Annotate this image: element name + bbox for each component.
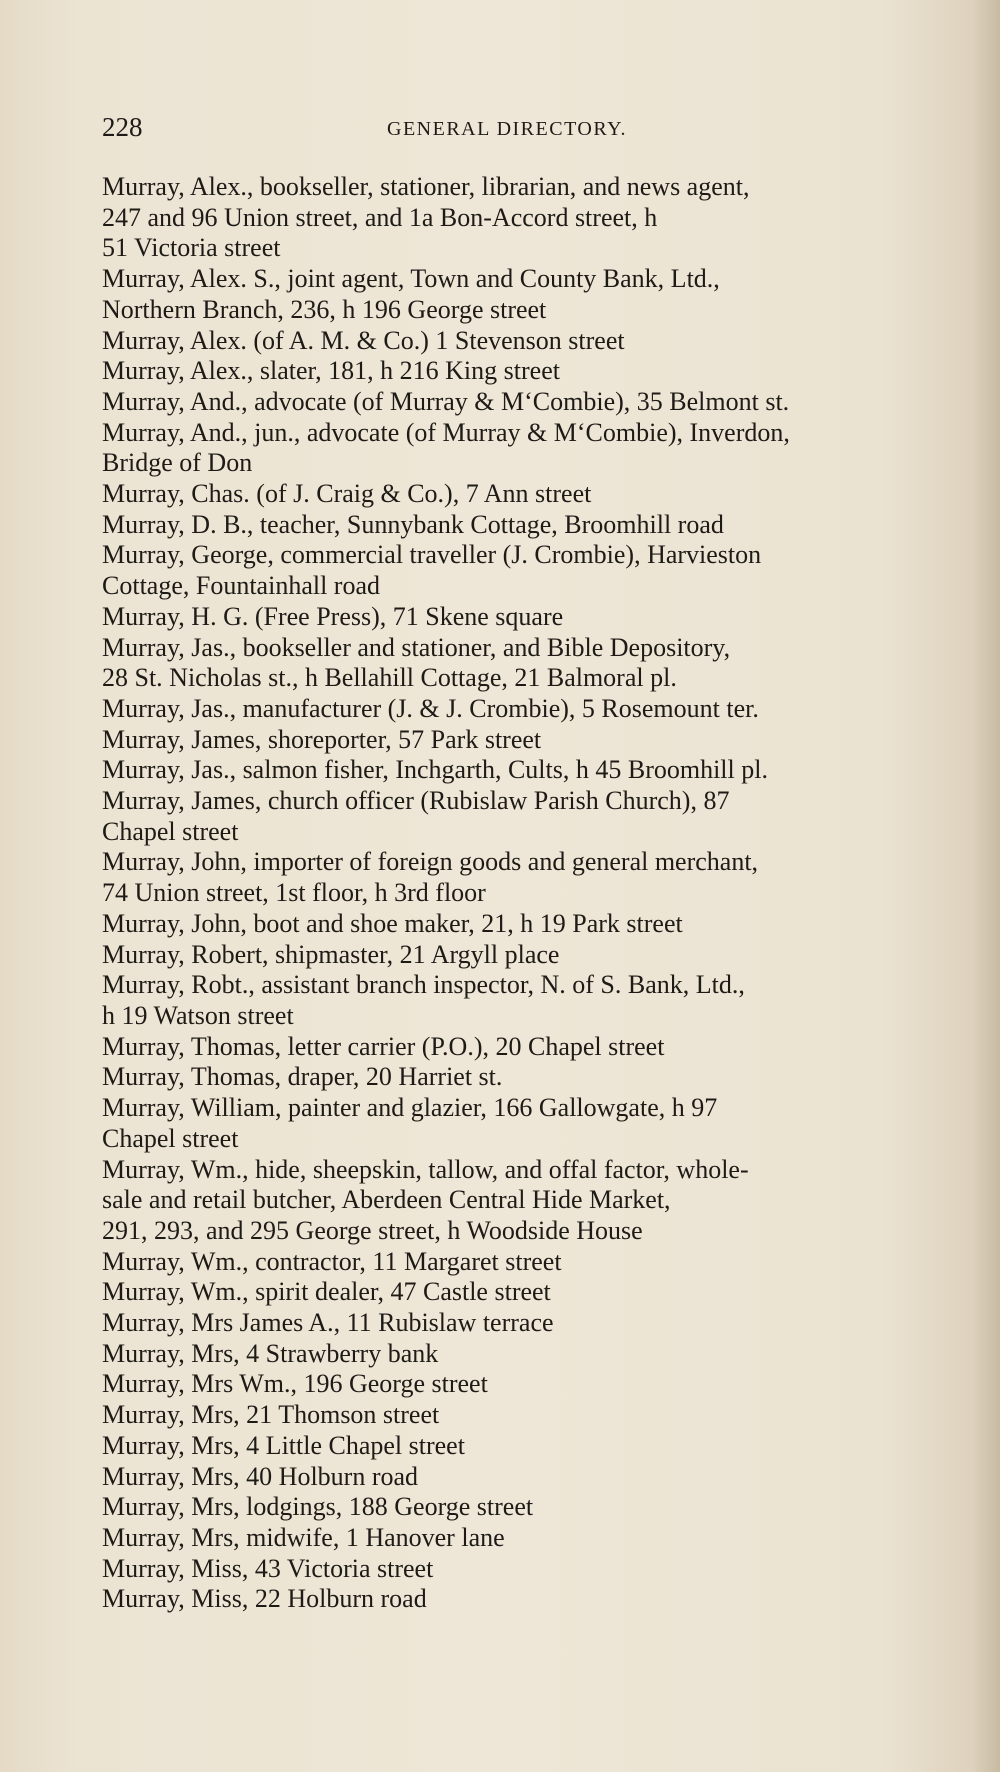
directory-entry xyxy=(102,1462,948,1493)
page-header xyxy=(102,112,902,146)
directory-entry xyxy=(102,326,948,357)
entry-first-line: Murray, Mrs Wm., 196 George street xyxy=(102,1369,488,1399)
directory-entry xyxy=(102,602,948,633)
directory-entry xyxy=(102,1247,948,1278)
directory-entries xyxy=(102,172,948,1615)
entry-continuation-line: Chapel street xyxy=(102,1123,239,1153)
entry-first-line: Murray, Robert, shipmaster, 21 Argyll place xyxy=(102,939,560,969)
entry-first-line: Murray, H. G. (Free Press), 71 Skene square xyxy=(102,601,564,631)
entry-continuation-line: 28 St. Nicholas st., h Bellahill Cottage, 21 Balmoral pl. xyxy=(102,663,677,693)
entry-continuation-line: Cottage, Fountainhall road xyxy=(102,571,381,601)
directory-entry xyxy=(102,725,948,756)
directory-entry xyxy=(102,1554,948,1585)
directory-entry xyxy=(102,1431,948,1462)
entry-first-line: Murray, Wm., hide, sheepskin, tallow, and offal factor, whole- xyxy=(102,1154,749,1184)
entry-first-line: Murray, Mrs James A., 11 Rubislaw terrace xyxy=(102,1308,554,1338)
entry-continuation-line: sale and retail butcher, Aberdeen Central Hide Market, xyxy=(102,1185,671,1215)
directory-entry xyxy=(102,510,948,541)
entry-first-line: Murray, Wm., contractor, 11 Margaret street xyxy=(102,1246,562,1276)
page-number: 228 xyxy=(102,112,143,142)
page-edge-shadow xyxy=(972,0,1000,1772)
entry-first-line: Murray, Alex., bookseller, stationer, librarian, and news agent, xyxy=(102,172,750,201)
directory-entry xyxy=(102,970,948,1031)
entry-first-line: Murray, Alex. S., joint agent, Town and County Bank, Ltd., xyxy=(102,264,720,294)
directory-entry xyxy=(102,1093,948,1154)
directory-entry xyxy=(102,847,948,908)
entry-first-line: Murray, Jas., salmon fisher, Inchgarth, Cults, h 45 Broomhill pl. xyxy=(102,755,768,785)
entry-first-line: Murray, Mrs, 40 Holburn road xyxy=(102,1461,419,1491)
entry-continuation-line: 291, 293, and 295 George street, h Woodside House xyxy=(102,1215,643,1245)
directory-entry xyxy=(102,172,948,264)
directory-entry xyxy=(102,1155,948,1247)
directory-entry xyxy=(102,1523,948,1554)
directory-entry xyxy=(102,1277,948,1308)
directory-entry xyxy=(102,1308,948,1339)
directory-entry xyxy=(102,264,948,325)
entry-continuation-line: 74 Union street, 1st floor, h 3rd floor xyxy=(102,878,486,908)
entry-first-line: Murray, Miss, 43 Victoria street xyxy=(102,1553,434,1583)
entry-continuation-line: Bridge of Don xyxy=(102,448,253,478)
directory-entry xyxy=(102,387,948,418)
entry-continuation-line: Northern Branch, 236, h 196 George street xyxy=(102,294,547,324)
entry-first-line: Murray, John, importer of foreign goods and general merchant, xyxy=(102,847,759,877)
entry-first-line: Murray, Thomas, draper, 20 Harriet st. xyxy=(102,1062,503,1092)
entry-first-line: Murray, D. B., teacher, Sunnybank Cottage, Broomhill road xyxy=(102,509,724,539)
entry-continuation-line: h 19 Watson street xyxy=(102,1000,294,1030)
directory-entry xyxy=(102,1400,948,1431)
entry-first-line: Murray, Mrs, lodgings, 188 George street xyxy=(102,1492,534,1522)
entry-continuation-line: Chapel street xyxy=(102,816,239,846)
entry-first-line: Murray, Robt., assistant branch inspector, N. of S. Bank, Ltd., xyxy=(102,970,745,1000)
entry-first-line: Murray, And., jun., advocate (of Murray & M‘Combie), Inverdon, xyxy=(102,417,790,447)
directory-entry xyxy=(102,755,948,786)
entry-first-line: Murray, Chas. (of J. Craig & Co.), 7 Ann street xyxy=(102,479,592,509)
directory-entry xyxy=(102,633,948,694)
entry-first-line: Murray, Jas., bookseller and stationer, and Bible Depository, xyxy=(102,632,731,662)
entry-first-line: Murray, Thomas, letter carrier (P.O.), 20 Chapel street xyxy=(102,1031,665,1061)
directory-entry xyxy=(102,1032,948,1063)
directory-entry xyxy=(102,1369,948,1400)
directory-entry xyxy=(102,1339,948,1370)
entry-first-line: Murray, Mrs, 4 Strawberry bank xyxy=(102,1338,439,1368)
entry-continuation-line: 51 Victoria street xyxy=(102,233,281,263)
entry-first-line: Murray, James, church officer (Rubislaw Parish Church), 87 xyxy=(102,786,730,816)
entry-first-line: Murray, John, boot and shoe maker, 21, h 19 Park street xyxy=(102,908,683,938)
entry-first-line: Murray, William, painter and glazier, 166 Gallowgate, h 97 xyxy=(102,1093,718,1123)
entry-continuation-line: 247 and 96 Union street, and 1a Bon-Accord street, h xyxy=(102,202,658,232)
directory-entry xyxy=(102,786,948,847)
entry-first-line: Murray, Wm., spirit dealer, 47 Castle street xyxy=(102,1277,551,1307)
directory-entry xyxy=(102,540,948,601)
entry-first-line: Murray, Mrs, 4 Little Chapel street xyxy=(102,1430,465,1460)
running-head: GENERAL DIRECTORY. xyxy=(387,118,627,140)
directory-entry xyxy=(102,940,948,971)
entry-first-line: Murray, Mrs, midwife, 1 Hanover lane xyxy=(102,1522,505,1552)
entry-first-line: Murray, Miss, 22 Holburn road xyxy=(102,1584,427,1614)
entry-first-line: Murray, Mrs, 21 Thomson street xyxy=(102,1400,440,1430)
directory-entry xyxy=(102,1492,948,1523)
directory-entry xyxy=(102,1584,948,1615)
entry-first-line: Murray, And., advocate (of Murray & M‘Combie), 35 Belmont st. xyxy=(102,386,790,416)
directory-entry xyxy=(102,1062,948,1093)
directory-entry xyxy=(102,418,948,479)
entry-first-line: Murray, James, shoreporter, 57 Park street xyxy=(102,724,542,754)
entry-first-line: Murray, George, commercial traveller (J. Crombie), Harvieston xyxy=(102,540,762,570)
entry-first-line: Murray, Jas., manufacturer (J. & J. Crombie), 5 Rosemount ter. xyxy=(102,693,759,723)
directory-entry xyxy=(102,909,948,940)
directory-entry xyxy=(102,479,948,510)
entry-first-line: Murray, Alex., slater, 181, h 216 King street xyxy=(102,356,560,386)
directory-entry xyxy=(102,356,948,387)
entry-first-line: Murray, Alex. (of A. M. & Co.) 1 Stevenson street xyxy=(102,325,625,355)
directory-entry xyxy=(102,694,948,725)
